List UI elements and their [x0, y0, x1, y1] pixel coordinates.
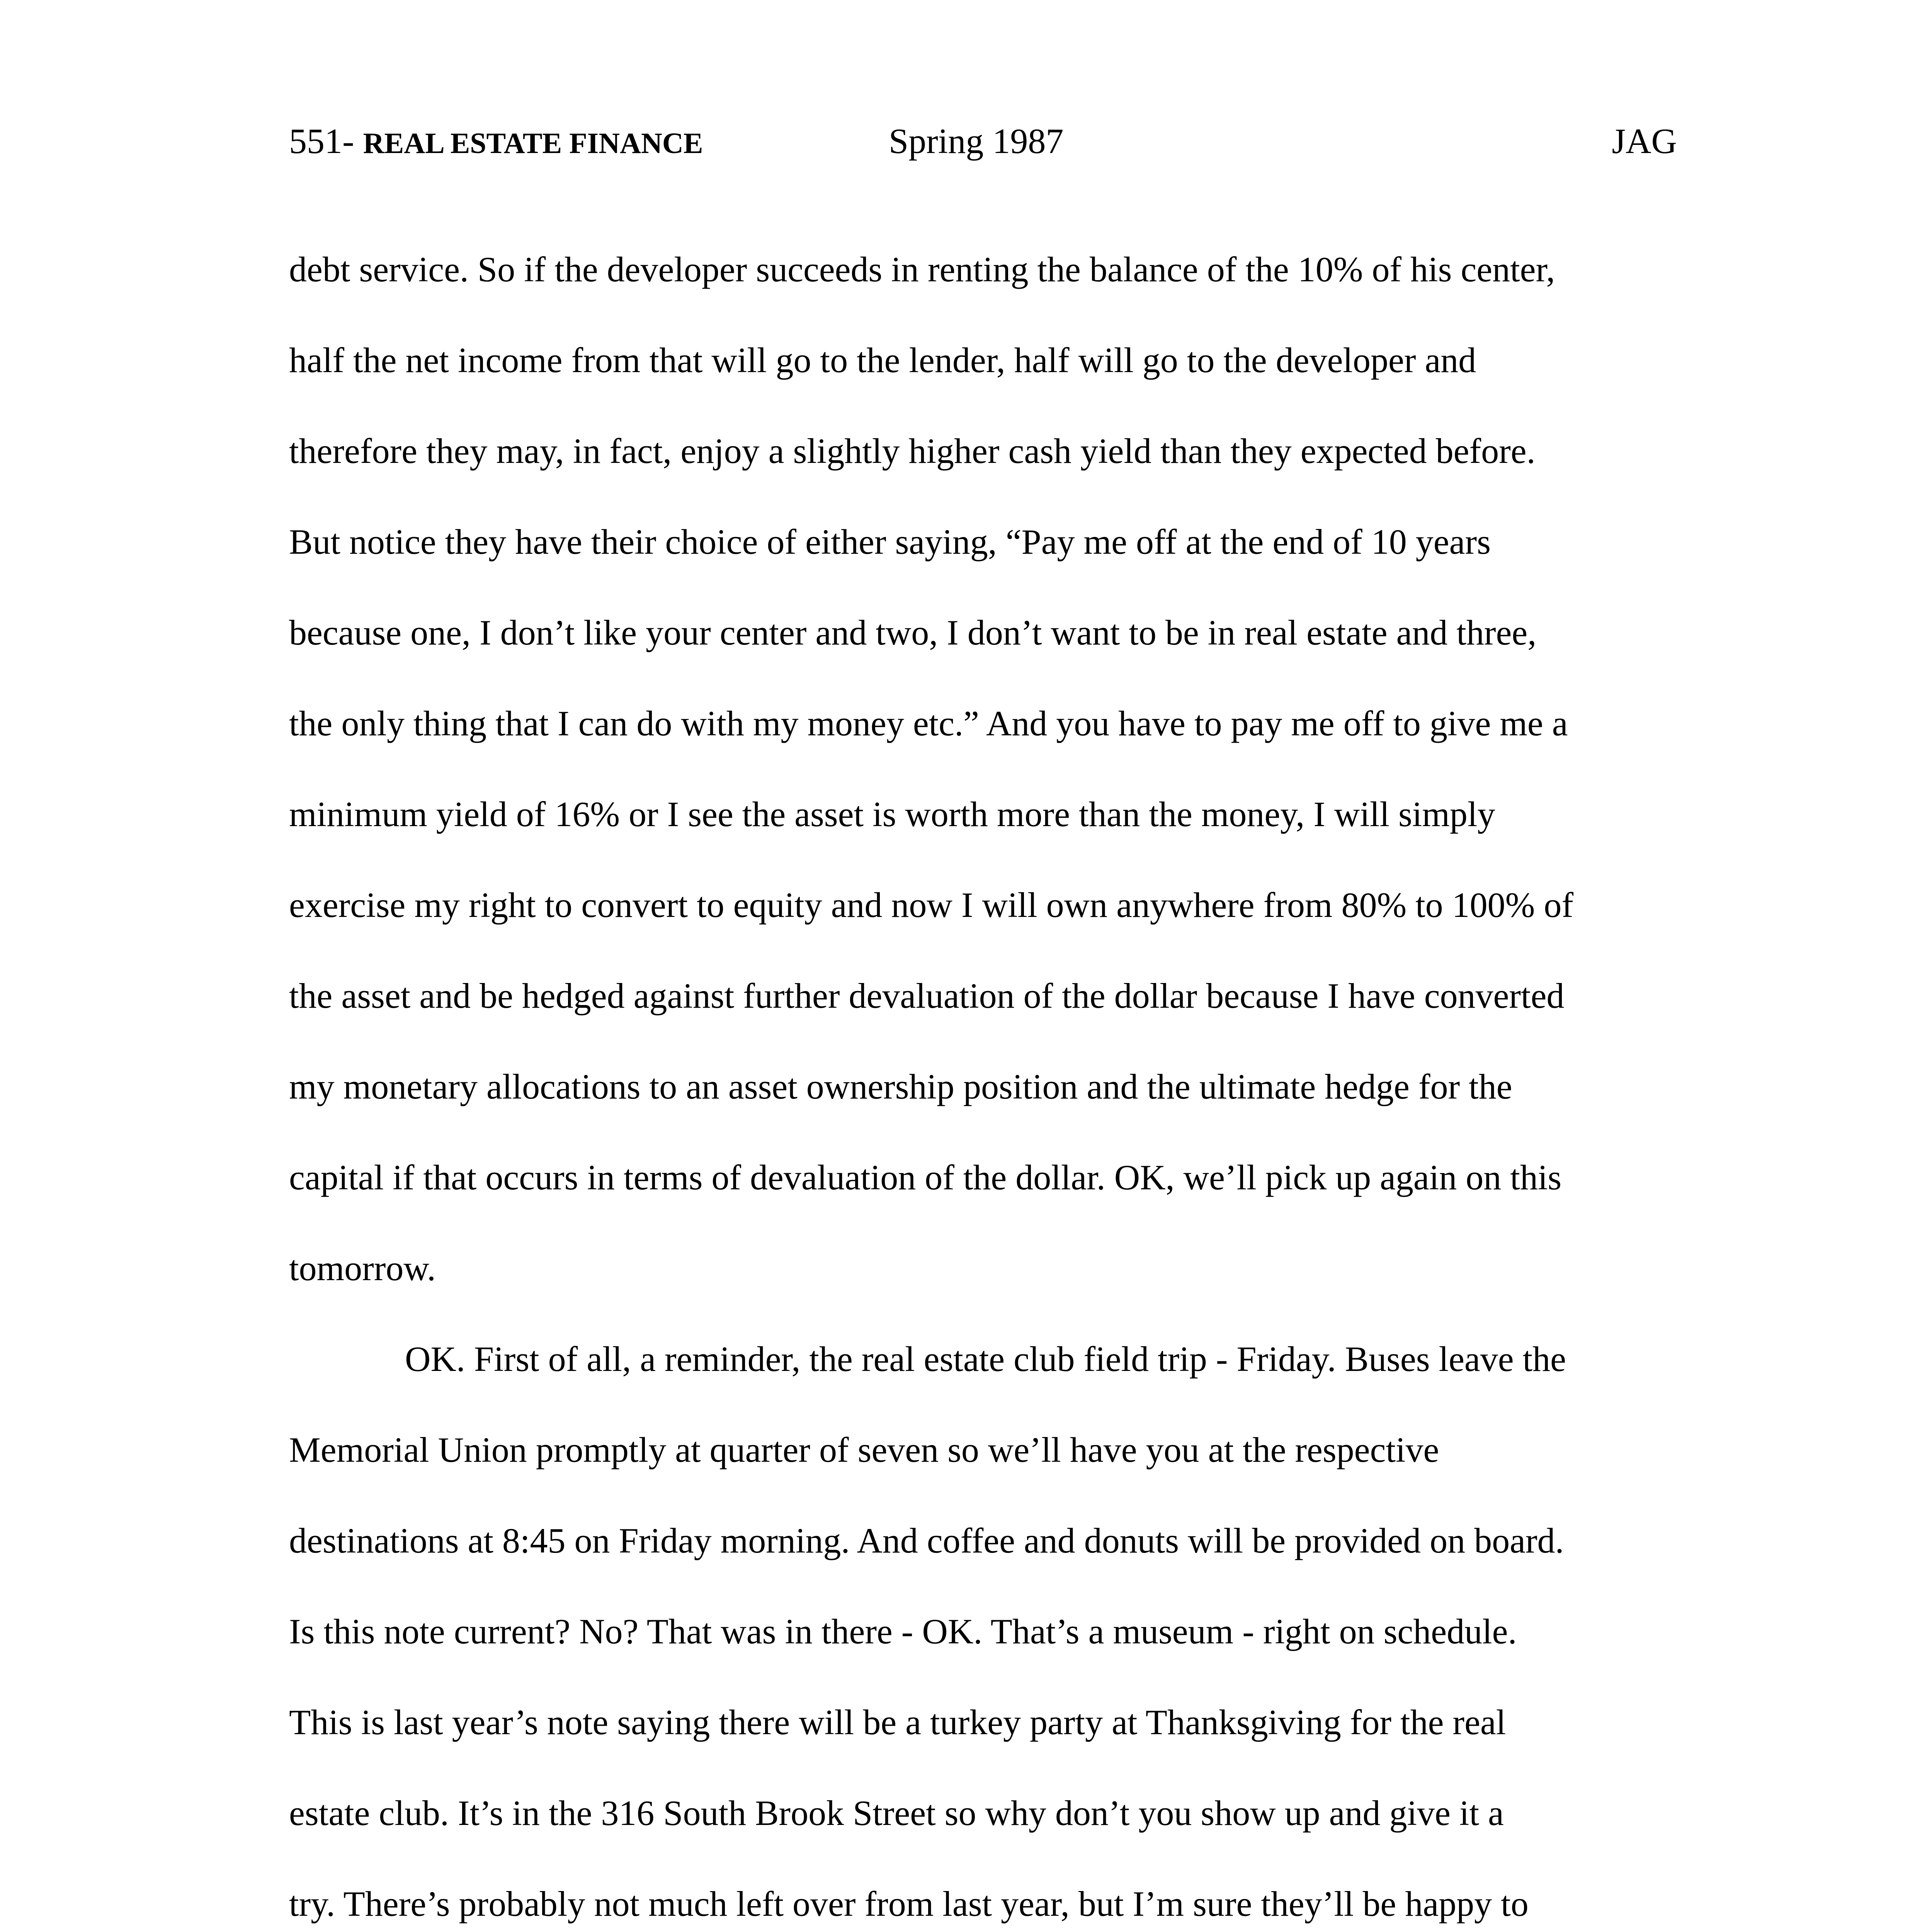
transcript-body — [289, 224, 1677, 1932]
text-line: my monetary allocations to an asset ownership position and the ultimate hedge for the — [289, 1067, 1512, 1106]
course-label — [289, 112, 703, 172]
text-line: This is last year’s note saying there will be a turkey party at Thanksgiving for the real — [289, 1702, 1506, 1742]
text-line: therefore they may, in fact, enjoy a slightly higher cash yield than they expected before. — [289, 431, 1536, 471]
page-header — [289, 112, 1677, 170]
text-line: Is this note current? No? That was in there - OK. That’s a museum - right on schedule. — [289, 1612, 1517, 1651]
text-line: capital if that occurs in terms of devaluation of the dollar. OK, we’ll pick up again on this — [289, 1158, 1562, 1197]
text-line: minimum yield of 16% or I see the asset is worth more than the money, I will simply — [289, 794, 1495, 834]
term-label: Spring 1987 — [889, 121, 1064, 161]
text-line: the only thing that I can do with my money etc.” And you have to pay me off to give me a — [289, 704, 1568, 743]
text-line: destinations at 8:45 on Friday morning. And coffee and donuts will be provided on board. — [289, 1521, 1564, 1560]
course-number: 551- — [289, 121, 354, 161]
author-initials: JAG — [1612, 121, 1677, 161]
text-line: But notice they have their choice of either saying, “Pay me off at the end of 10 years — [289, 522, 1491, 561]
text-line: estate club. It’s in the 316 South Brook Street so why don’t you show up and give it a — [289, 1793, 1504, 1833]
course-name: REAL ESTATE FINANCE — [363, 127, 703, 160]
text-line: Memorial Union promptly at quarter of seven so we’ll have you at the respective — [289, 1430, 1439, 1469]
text-line: the asset and be hedged against further devaluation of the dollar because I have converted — [289, 976, 1565, 1015]
text-line: exercise my right to convert to equity and now I will own anywhere from 80% to 100% of — [289, 885, 1573, 925]
text-line: try. There’s probably not much left over from last year, but I’m sure they’ll be happy to — [289, 1884, 1529, 1923]
text-line: half the net income from that will go to the lender, half will go to the developer and — [289, 340, 1476, 380]
text-line: OK. First of all, a reminder, the real estate club field trip - Friday. Buses leave the — [405, 1339, 1566, 1379]
text-line: debt service. So if the developer succeeds in renting the balance of the 10% of his center, — [289, 250, 1555, 289]
text-line: because one, I don’t like your center and two, I don’t want to be in real estate and three, — [289, 613, 1537, 652]
text-line: tomorrow. — [289, 1248, 436, 1288]
